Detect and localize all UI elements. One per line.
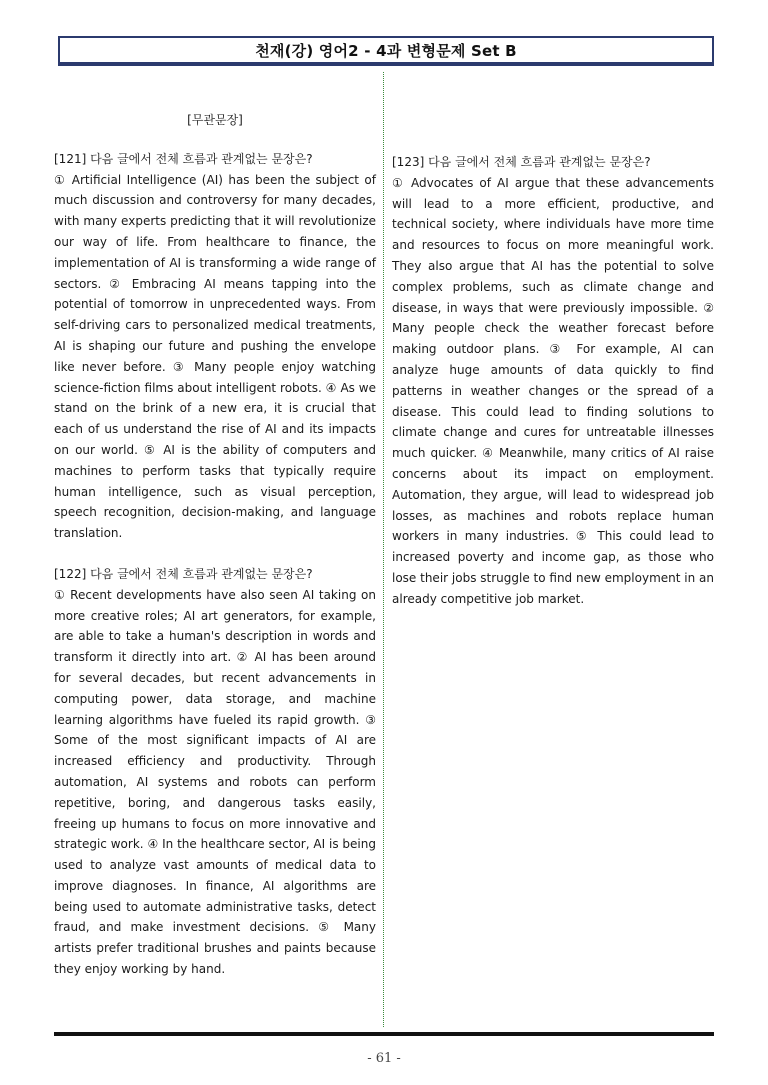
question-123 [392, 152, 714, 610]
question-123-passage: ① Advocates of AI argue that these advancements will lead to a more efficient, productive, and technical society, where individuals have more time and resources to focus on more meaningful work. They also argue that AI has the potential to solve complex problems, such as climate change and disease, in ways that were previously impossible. ② Many people check the weather forecast before making outdoor plans. ③ For example, AI can analyze huge amounts of data quickly to find patterns in weather changes or the spread of a disease. This could lead to finding solutions to climate change and cures for untreatable illnesses much quicker. ④ Meanwhile, many critics of AI raise concerns about its impact on employment. Automation, they argue, will lead to widespread job losses, as machines and robots replace human workers in many industries. ⑤ This could lead to increased poverty and income gap, as those who lose their jobs struggle to find new employment in an already competitive job market. [392, 175, 714, 606]
question-121-passage: ① Artificial Intelligence (AI) has been the subject of much discussion and controversy for many decades, with many experts predicting that it will revolutionize our way of life. From healthcare to finance, the implementation of AI is transforming a wide range of sectors. ② Embracing AI means tapping into the potential of tomorrow in unprecedented ways. From self-driving cars to personalized medical treatments, AI is shaping our future and pushing the envelope like never before. ③ Many people enjoy watching science-fiction films about intelligent robots. ④ As we stand on the brink of a new era, it is crucial that each of us understand the rise of AI and its impacts on our world. ⑤ AI is the ability of computers and machines to perform tasks that typically require human intelligence, such as visual perception, speech recognition, decision-making, and language translation. [54, 172, 376, 541]
page-title: 천재(강) 영어2 - 4과 변형문제 Set B [255, 41, 517, 60]
page-title-box [58, 36, 714, 66]
question-122-passage: ① Recent developments have also seen AI taking on more creative roles; AI art generators, for example, are able to take a human's description in words and transform it directly into art. ② AI has been around for several decades, but recent advancements in computing power, data storage, and machine learning algorithms have fueled its rapid growth. ③ Some of the most significant impacts of AI are increased efficiency and productivity. Through automation, AI systems and robots can perform repetitive, boring, and dangerous tasks easily, freeing up humans to focus on more innovative and strategic work. ④ In the healthcare sector, AI is being used to analyze vast amounts of medical data to improve diagnoses. In finance, AI algorithms are being used to automate administrative tasks, detect fraud, and make investment decisions. ⑤ Many artists prefer traditional brushes and paints because they enjoy working by hand. [54, 587, 376, 977]
question-122-prompt: [122] 다음 글에서 전체 흐름과 관계없는 문장은? [54, 566, 313, 581]
question-122 [54, 564, 376, 980]
section-label: [무관문장] [187, 113, 243, 127]
question-121 [54, 149, 376, 544]
left-column [54, 110, 376, 980]
question-123-prompt: [123] 다음 글에서 전체 흐름과 관계없는 문장은? [392, 155, 651, 169]
column-divider [383, 72, 384, 1027]
right-column [392, 152, 714, 610]
page-number: - 61 - [367, 1051, 401, 1066]
question-121-prompt: [121] 다음 글에서 전체 흐름과 관계없는 문장은? [54, 151, 313, 166]
footer-rule [54, 1032, 714, 1036]
spacer [54, 544, 376, 564]
